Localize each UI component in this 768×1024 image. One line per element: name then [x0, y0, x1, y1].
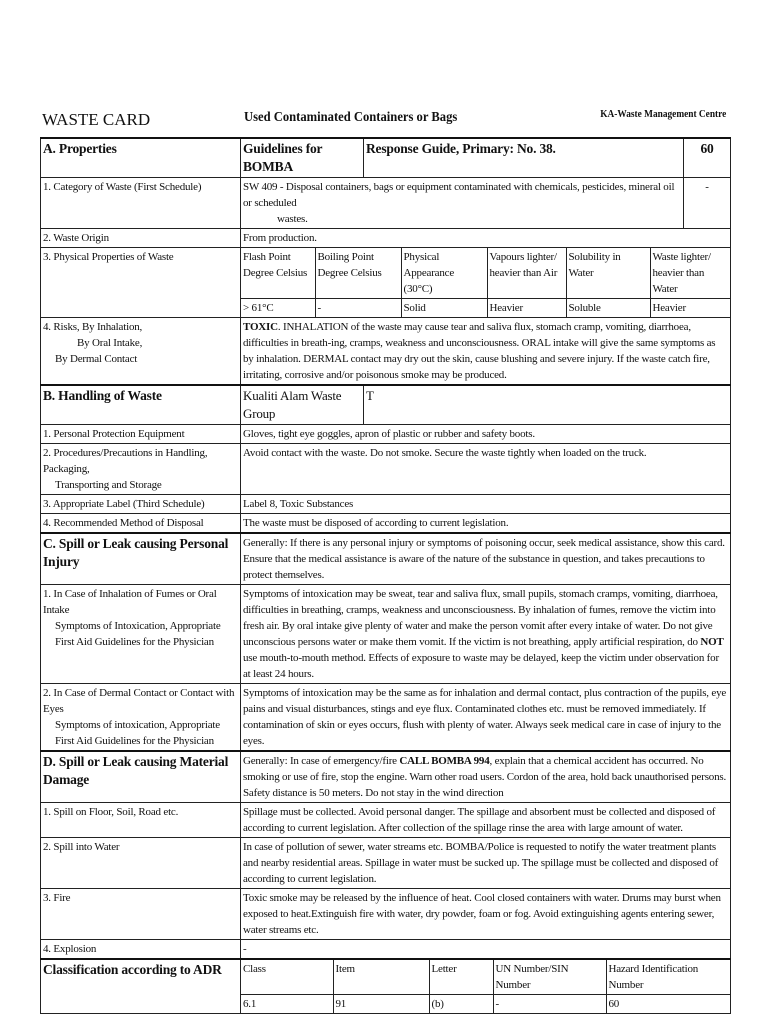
card-header — [40, 108, 730, 130]
physical-header: Physical Appearance (30°C) — [401, 248, 487, 299]
section-a-title: A. Properties — [41, 138, 241, 178]
physical-header: Boiling Point Degree Celsius — [315, 248, 401, 299]
section-c-general: Generally: If there is any personal injury or symptoms of poisoning occur, seek medical assistance, show this card. Ensure that the medical assistance is aware of the nature of the substance in question, and takes precautions to protect themselves. — [241, 533, 731, 585]
fire-label: 3. Fire — [41, 889, 241, 940]
procedures-value: Avoid contact with the waste. Do not smoke. Secure the waste tightly when loaded on the truck. — [241, 444, 731, 495]
dermal-value: Symptoms of intoxication may be the same as for inhalation and dermal contact, plus contraction of the pupils, eye pains and visual disturbances, stings and eye flux. Contaminated clothes etc. must be removed immediately. If contamination of skin or eyes occurs, flush with plenty of water. Always seek medical care in case of injury to the eyes. — [241, 684, 731, 752]
physical-value: - — [315, 299, 401, 318]
disposal-value: The waste must be disposed of according to current legislation. — [241, 514, 731, 534]
spill-floor-value: Spillage must be collected. Avoid personal danger. The spillage and absorbent must be collected and disposed of according to current legislation. After collection of the spillage rinse the area with large amount of water. — [241, 803, 731, 838]
card-title: WASTE CARD — [42, 110, 151, 129]
physical-header: Vapours lighter/ heavier than Air — [487, 248, 566, 299]
inhalation-value: Symptoms of intoxication may be sweat, tear and saliva flux, small pupils, stomach cramps, vomiting, diarrhoea, difficulties in breathing, cramps, weakness and unconsciousness. By inhalation of fumes, remove the victim into fresh air. By oral intake give plenty of water and make the person vomit after every intake of water. Do not give unconscious persons water or make them vomit. If the victim is not breathing, apply artificial respiration, do NOT use mouth-to-mouth method. Effects of exposure to waste may be delayed, keep the victim under observation for at least 24 hours. — [241, 585, 731, 684]
procedures-label: 2. Procedures/Precautions in Handling, Packaging, Transporting and Storage — [41, 444, 241, 495]
adr-header: Hazard Identification Number — [608, 963, 699, 991]
adr-header: Letter — [429, 960, 493, 995]
adr-header: Class — [241, 960, 333, 995]
adr-header: Item — [333, 960, 429, 995]
adr-value: 91 — [333, 995, 429, 1014]
physical-properties-label: 3. Physical Properties of Waste — [41, 248, 241, 318]
fire-value: Toxic smoke may be released by the influence of heat. Cool closed containers with water. Drums may burst when exposed to heat.Extinguish fire with water, dry powder, foam or fog. Avoid extinguishing agents entering sewer, water streams etc. — [241, 889, 731, 940]
spill-floor-label: 1. Spill on Floor, Soil, Road etc. — [41, 803, 241, 838]
origin-label: 2. Waste Origin — [41, 229, 241, 248]
risks-label: 4. Risks, By Inhalation, By Oral Intake, By Dermal Contact — [41, 318, 241, 386]
ppe-value: Gloves, tight eye goggles, apron of plastic or rubber and safety boots. — [241, 425, 731, 444]
adr-header: UN Number/SIN Number — [493, 960, 606, 995]
category-label: 1. Category of Waste (First Schedule) — [41, 178, 241, 229]
physical-header: Solubility in Water — [566, 248, 650, 299]
spill-water-value: In case of pollution of sewer, water streams etc. BOMBA/Police is requested to notify the water treatment plants and nearby residential areas. Spillage in water must be sucked up. The spillage must be collected and disposed of according to current legislation. — [241, 838, 731, 889]
physical-properties-grid — [241, 248, 731, 318]
section-c-title: C. Spill or Leak causing Personal Injury — [41, 533, 241, 585]
section-d-general: Generally: In case of emergency/fire CALL BOMBA 994, explain that a chemical accident has occurred. No smoking or use of fire, stop the engine. Warn other road users. Cordon of the area, hold back unauthorised persons. Safety distance is 50 meters. Do not stay in the wind direction — [241, 751, 731, 803]
category-code: - — [684, 178, 731, 229]
adr-value: 60 — [606, 995, 730, 1014]
response-guide-number: 60 — [684, 138, 731, 178]
ppe-label: 1. Personal Protection Equipment — [41, 425, 241, 444]
explosion-value: - — [241, 940, 731, 960]
risks-value: TOXIC. INHALATION of the waste may cause tear and saliva flux, stomach cramp, vomiting, diarrhoea, difficulties in breath-ing, cramps, weakness and unconsciousness. ORAL intake will give the same symptoms as by inhalation. DERMAL contact may dry out the skin, cause blushing and severe injury. If the waste catch fire, irritating, corrosive and/or poisonous smoke may be produced. — [241, 318, 731, 386]
adr-grid — [241, 959, 731, 1014]
spill-water-label: 2. Spill into Water — [41, 838, 241, 889]
physical-header: Flash Point Degree Celsius — [241, 248, 315, 299]
label-label: 3. Appropriate Label (Third Schedule) — [41, 495, 241, 514]
section-d-title: D. Spill or Leak causing Material Damage — [41, 751, 241, 803]
waste-group: Kualiti Alam Waste Group — [241, 385, 364, 425]
section-b-title: B. Handling of Waste — [41, 385, 241, 425]
adr-value: 6.1 — [241, 995, 333, 1014]
card-subtitle: Used Contaminated Containers or Bags — [244, 110, 458, 125]
inhalation-label: 1. In Case of Inhalation of Fumes or Oral Intake Symptoms of Intoxication, Appropriate First Aid Guidelines for the Physician — [41, 585, 241, 684]
physical-header: Waste lighter/ heavier than Water — [652, 251, 711, 295]
physical-value: Solid — [401, 299, 487, 318]
adr-title: Classification according to ADR — [41, 959, 241, 1014]
waste-card-table — [40, 137, 731, 1014]
label-value: Label 8, Toxic Substances — [241, 495, 731, 514]
waste-group-code: T — [364, 385, 731, 425]
adr-value: - — [493, 995, 606, 1014]
origin-value: From production. — [241, 229, 731, 248]
explosion-label: 4. Explosion — [41, 940, 241, 960]
guidelines-label: Guidelines for BOMBA — [241, 138, 364, 178]
response-guide: Response Guide, Primary: No. 38. — [364, 138, 684, 178]
disposal-label: 4. Recommended Method of Disposal — [41, 514, 241, 534]
organization-name: KA-Waste Management Centre — [599, 108, 726, 120]
physical-value: > 61°C — [241, 299, 315, 318]
physical-value: Heavier — [487, 299, 566, 318]
dermal-label: 2. In Case of Dermal Contact or Contact with Eyes Symptoms of intoxication, Appropriate First Aid Guidelines for the Physician — [41, 684, 241, 752]
category-value: SW 409 - Disposal containers, bags or equipment contaminated with chemicals, pesticides, mineral oil or scheduled wastes. — [241, 178, 684, 229]
physical-value: Heavier — [650, 299, 730, 318]
adr-value: (b) — [429, 995, 493, 1014]
physical-value: Soluble — [566, 299, 650, 318]
